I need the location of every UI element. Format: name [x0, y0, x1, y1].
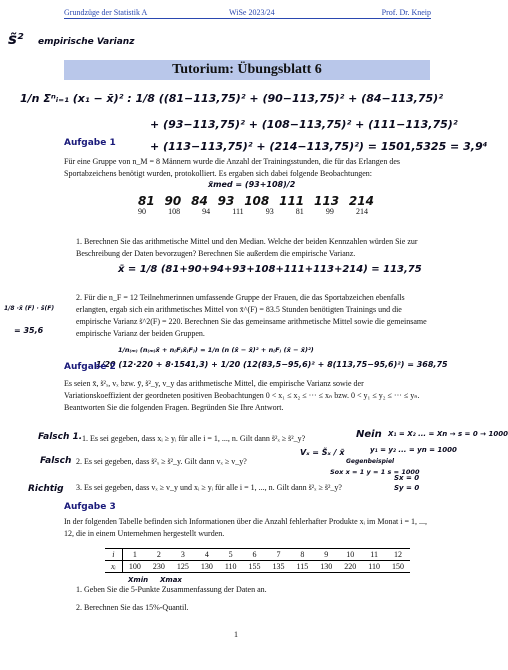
- table-row: [105, 549, 410, 561]
- cell-i: 8: [291, 549, 315, 561]
- cell-i: 2: [147, 549, 171, 561]
- hw-vx: Vₓ = S̃ₓ / x̄: [300, 448, 345, 457]
- hw-side-note2: = 35,6: [14, 326, 44, 335]
- obs-3: 94: [202, 207, 211, 216]
- hw-combined1: 1/n₍ₘ₎ (n₍ₘ₎x̄ + n₍F₎x̄₍F₎) = 1/n (n (x̄ − x̄)² + n₍F₎ (x̄ − x̄)²): [118, 346, 314, 354]
- cell-x: 130: [314, 561, 338, 573]
- observations-list: [138, 207, 368, 216]
- row-label-x: xᵢ: [105, 561, 122, 573]
- cell-x: 110: [362, 561, 386, 573]
- hw-xmax: Xmax: [160, 576, 182, 584]
- cell-i: 9: [314, 549, 338, 561]
- table-row: [105, 561, 410, 573]
- cell-x: 100: [122, 561, 147, 573]
- cell-x: 150: [386, 561, 410, 573]
- header-rule: [64, 18, 431, 19]
- cell-i: 5: [219, 549, 243, 561]
- cell-i: 12: [386, 549, 410, 561]
- hw-side-note1: 1/8 ·x̄ (F) · s̃(F): [4, 305, 55, 312]
- aufgabe3-q1: 1. Geben Sie die 5-Punkte Zusammenfassung der Daten an.: [76, 585, 267, 594]
- cell-i: 10: [338, 549, 362, 561]
- observations-handwritten: [138, 194, 374, 208]
- hw-xmin: Xmin: [128, 576, 149, 584]
- hw-sox: Sox x = 1 y = 1 s = 1000: [330, 468, 420, 476]
- cell-i: 6: [243, 549, 267, 561]
- obs-hw-2: 90: [164, 194, 182, 208]
- aufgabe2-q1: 1. Es sei gegeben, dass xᵢ ≥ yᵢ für alle i = 1, ..., n. Gilt dann s̃²ₓ ≥ s̃²_y?: [82, 434, 306, 443]
- cell-x: 130: [195, 561, 219, 573]
- obs-hw-6: 111: [279, 194, 305, 208]
- obs-hw-8: 214: [348, 194, 374, 208]
- aufgabe2-text: Es seien x̄, s̃²ₓ, vₓ bzw. ȳ, s̃²_y, v_y das arithmetische Mittel, die empirische Varianz sowie der Variationskoeffizient der geordneten positiven Beobachtungen 0 < x₁ ≤ x₂ ≤ ··· ≤ xₙ bzw. 0 < y₁ ≤ y₂ ≤ ··· ≤ yₙ. Beantworten Sie die folgenden Fragen. Begründen Sie Ihre Antwort.: [64, 379, 420, 412]
- aufgabe2-q2: 2. Es sei gegeben, dass s̃²ₓ ≥ s̃²_y. Gilt dann vₓ ≥ v_y?: [76, 457, 247, 466]
- obs-hw-1: 81: [138, 194, 155, 208]
- cell-x: 135: [267, 561, 291, 573]
- obs-1: 90: [138, 207, 146, 216]
- hw-sox2: Sx = 0: [394, 474, 420, 482]
- hw-nein: Nein: [356, 429, 382, 440]
- header-course: Grundzüge der Statistik A: [64, 8, 148, 17]
- hw-empirische-varianz: empirische Varianz: [38, 37, 135, 47]
- obs-4: 111: [232, 207, 244, 216]
- aufgabe3-label: Aufgabe 3: [64, 502, 116, 512]
- obs-7: 99: [325, 207, 334, 216]
- hw-falsch-1: Falsch 1.: [38, 432, 83, 442]
- aufgabe2-label: Aufgabe 2: [64, 362, 116, 372]
- page-title: Tutorium: Übungsblatt 6: [172, 62, 322, 77]
- cell-i: 1: [122, 549, 147, 561]
- obs-hw-7: 113: [314, 194, 340, 208]
- obs-6: 81: [295, 207, 304, 216]
- aufgabe1-q2: 2. Für die n_F = 12 Teilnehmerinnen umfassende Gruppe der Frauen, die das Sportabzeichen ebenfalls erlangten, ergab sich ein arithmetisches Mittel von x̄^(F) = 83.5 Stunden benötigten Trainings und die empirische Varianz s̃^2(F) = 220. Berechnen Sie das gemeinsame arithmetische Mittel sowie die gemeinsame empirische Varianz der beiden Gruppen.: [76, 293, 427, 338]
- row-label-i: i: [105, 549, 122, 561]
- header-semester: WiSe 2023/24: [229, 8, 275, 17]
- aufgabe2-q3: 3. Es sei gegeben, dass vₓ ≥ v_y und xᵢ ≥ yᵢ für alle i = 1, ..., n. Gilt dann s̃²ₓ ≥ s̃²_y?: [76, 483, 342, 492]
- cell-i: 7: [267, 549, 291, 561]
- cell-x: 125: [171, 561, 195, 573]
- aufgabe3-q2: 2. Berechnen Sie das 15%-Quantil.: [76, 603, 189, 612]
- hw-gegenbeispiel: Gegenbeispiel: [346, 458, 395, 465]
- hw-mean: x̄ = 1/8 (81+90+94+93+108+111+113+214) = 113,75: [118, 264, 422, 275]
- cell-x: 115: [291, 561, 315, 573]
- aufgabe1-q1: 1. Berechnen Sie das arithmetische Mittel und den Median. Welche der beiden Kennzahlen würden Sie zur Beschreibung der Daten bevorzugen? Berechnen Sie außerdem die empirische Varianz.: [76, 237, 418, 258]
- hw-vy: y₁ = y₂ ... = yn = 1000: [370, 446, 457, 454]
- defects-table: [105, 548, 410, 573]
- aufgabe3-text: In der folgenden Tabelle befinden sich Informationen über die Anzahl fehlerhafter Produkte xᵢ im Monat i = 1, ..., 12, die in einem Unternehmen hergestellt wurden.: [64, 517, 427, 538]
- hw-formula-line3: + (113−113,75)² + (214−113,75)²) = 1501,5325 = 3,9⁴: [150, 140, 488, 153]
- page-number: 1: [234, 630, 238, 639]
- cell-i: 3: [171, 549, 195, 561]
- hw-formula-line1: 1/n Σⁿᵢ₌₁ (x₁ − x̄)² : 1/8 ((81−113,75)² + (90−113,75)² + (84−113,75)²: [20, 92, 444, 105]
- hw-richtig: Richtig: [28, 484, 64, 494]
- hw-formula-line2: + (93−113,75)² + (108−113,75)² + (111−113,75)²: [150, 118, 458, 131]
- hw-counterexample: X₁ = X₂ ... = Xn → s = 0 → 1000: [388, 430, 508, 438]
- hw-combined2: 1/20 (12·220 + 8·1541,3) + 1/20 (12(83,5−95,6)² + 8(113,75−95,6)²) = 368,75: [96, 360, 448, 369]
- obs-hw-3: 84: [191, 194, 208, 208]
- obs-hw-5: 108: [244, 194, 270, 208]
- cell-i: 11: [362, 549, 386, 561]
- obs-5: 93: [265, 207, 274, 216]
- hw-falsch-2: Falsch: [40, 456, 72, 466]
- header-professor: Prof. Dr. Kneip: [381, 8, 431, 17]
- cell-x: 220: [338, 561, 362, 573]
- obs-hw-4: 93: [217, 194, 235, 208]
- obs-2: 108: [168, 207, 181, 216]
- aufgabe1-text: Für eine Gruppe von n_M = 8 Männern wurde die Anzahl der Trainingsstunden, die für das Erlangen des Sportabzeichens benötigt wurden, protokolliert. Es ergaben sich dabei folgende Beobachtungen:: [64, 157, 400, 178]
- hw-sox3: Sy = 0: [394, 484, 420, 492]
- cell-x: 230: [147, 561, 171, 573]
- hw-s2-label: s̃²: [8, 30, 24, 48]
- cell-x: 155: [243, 561, 267, 573]
- cell-i: 4: [195, 549, 219, 561]
- aufgabe1-label: Aufgabe 1: [64, 138, 116, 148]
- cell-x: 110: [219, 561, 243, 573]
- obs-8: 214: [355, 207, 368, 216]
- hw-xmed: x̃med = (93+108)/2: [208, 180, 296, 189]
